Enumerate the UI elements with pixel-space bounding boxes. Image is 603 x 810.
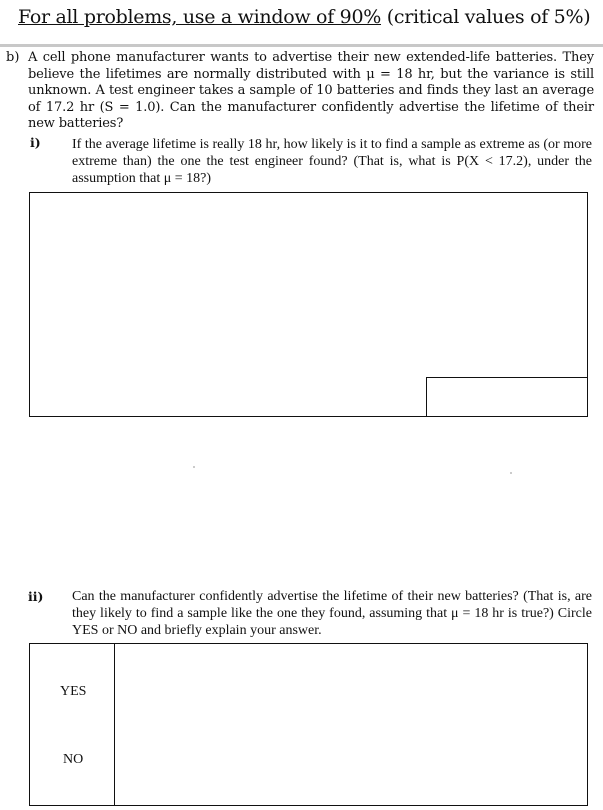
part-i-text: If the average lifetime is really 18 hr, how likely is it to find a sample as extreme as (or more extreme than) the one the test engineer found? (That is, what is P(X < 17.2), under the assumption that μ = 18?)	[72, 137, 592, 186]
problem-b-label: b)	[6, 50, 20, 65]
header-rule	[0, 44, 603, 47]
answer-table-divider	[114, 643, 115, 806]
part-i-final-answer-box[interactable]	[426, 377, 588, 417]
scan-speck	[193, 466, 195, 468]
scan-speck	[510, 472, 512, 474]
answer-table	[29, 643, 588, 806]
part-ii-label: ii)	[28, 589, 44, 604]
header-underlined: For all problems, use a window of 90%	[18, 6, 382, 28]
part-i-label: i)	[30, 135, 41, 150]
problem-b-text: A cell phone manufacturer wants to advertise their new extended-life batteries. They believe the lifetimes are normally distributed with μ = 18 hr, but the variance is still unknown. A test engineer takes a sample of 10 batteries and finds they last an average of 17.2 hr (S = 1.0). Can the manufacturer confidently advertise the lifetime of their new batteries?	[28, 50, 594, 131]
choice-yes[interactable]: YES	[60, 684, 87, 699]
choice-no[interactable]: NO	[63, 752, 84, 767]
part-ii-text: Can the manufacturer confidently advertise the lifetime of their new batteries? (That is, are they likely to find a sample like the one they found, assuming that μ = 18 hr is true?) Circle YES or NO and briefly explain your answer.	[72, 589, 592, 638]
header-rest: (critical values of 5%)	[381, 6, 591, 28]
page-header	[18, 6, 590, 28]
